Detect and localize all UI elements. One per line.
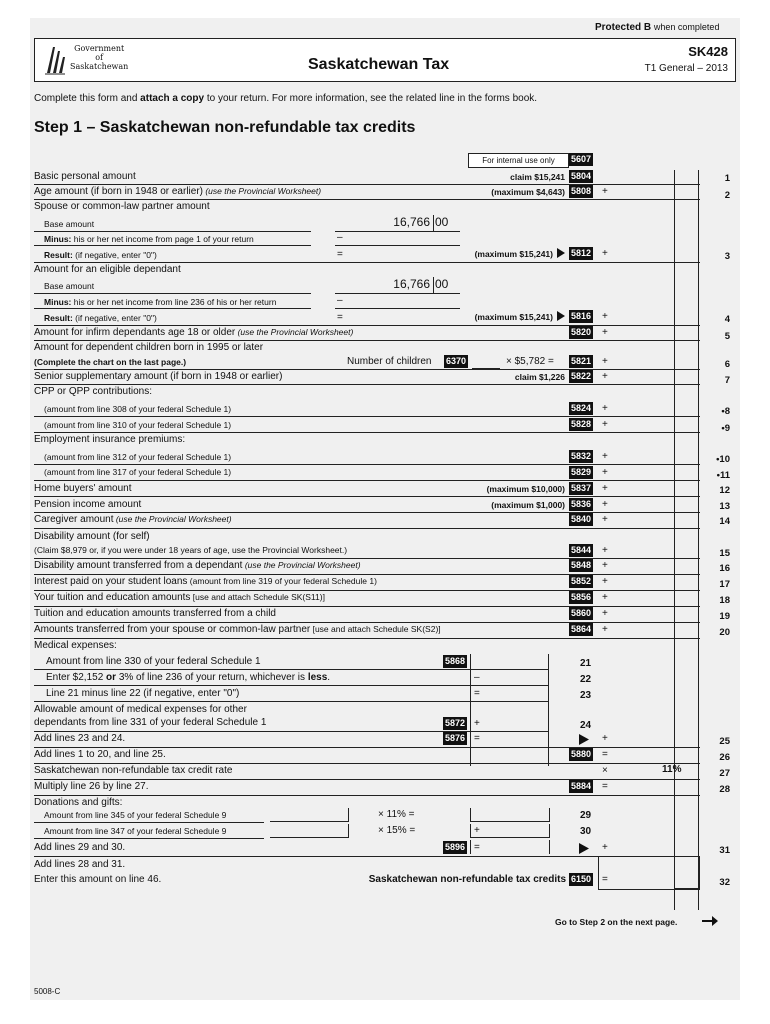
donations-line-345-label: Amount from line 345 of your federal Schedule 9: [44, 810, 227, 820]
eligible-dependant-label: Amount for an eligible dependant: [34, 264, 181, 275]
line-14-input[interactable]: [612, 513, 698, 526]
pension-income-note: (maximum $1,000): [491, 500, 565, 510]
code-6370: 6370: [446, 356, 467, 366]
basic-personal-note: claim $15,241: [510, 172, 565, 182]
code-5848: 5848: [571, 560, 592, 570]
plus-sign: +: [602, 545, 608, 556]
line-31-sub-input[interactable]: [470, 840, 550, 854]
code-5821: 5821: [571, 356, 592, 366]
line-number-10: •10: [716, 454, 730, 465]
line-number-28: 28: [719, 784, 730, 795]
line-number-7: 7: [724, 375, 730, 386]
line-26-input[interactable]: [612, 748, 698, 761]
credit-rate-label: Saskatchewan non-refundable tax credit rate: [34, 765, 233, 776]
donations-345-input[interactable]: [270, 808, 349, 822]
line-number-8: •8: [721, 406, 730, 417]
line-number-29: 29: [580, 810, 592, 821]
medical-line-330-label: Amount from line 330 of your federal Schedule 1: [46, 656, 261, 667]
plus-sign: +: [602, 371, 608, 382]
rate-15-percent: × 15% =: [378, 825, 416, 836]
line-13-input[interactable]: [612, 498, 698, 511]
equals-sign: =: [602, 874, 608, 885]
plus-sign: +: [602, 576, 608, 587]
line-15-input[interactable]: [612, 544, 698, 557]
spouse-base-cents: 00: [435, 215, 449, 229]
government-logo-text: Government of Saskatchewan: [70, 44, 129, 71]
equals-sign: =: [337, 312, 343, 323]
cents-divider: [698, 170, 699, 910]
code-5836: 5836: [571, 499, 592, 509]
number-of-children-label: Number of children: [347, 356, 432, 367]
arrow-right-icon: [556, 311, 566, 321]
line-number-25: 25: [719, 736, 730, 747]
spouse-amount-label: Spouse or common-law partner amount: [34, 201, 210, 212]
line-10-input[interactable]: [612, 450, 698, 463]
infirm-dependants-label: Amount for infirm dependants age 18 or older (use the Provincial Worksheet): [34, 327, 354, 338]
line-number-3: 3: [724, 251, 730, 262]
home-buyers-label: Home buyers' amount: [34, 483, 132, 494]
plus-sign: +: [602, 624, 608, 635]
line-number-27: 27: [719, 768, 730, 779]
spouse-max-note: (maximum $15,241): [474, 249, 553, 259]
line-number-6: 6: [724, 359, 730, 370]
code-5808: 5808: [571, 186, 592, 196]
code-5804: 5804: [571, 171, 592, 181]
plus-sign: +: [602, 356, 608, 367]
code-5816: 5816: [571, 311, 592, 321]
line-number-30: 30: [580, 826, 592, 837]
plus-sign: +: [602, 733, 608, 744]
line-29-input[interactable]: [470, 808, 550, 822]
line-number-5: 5: [724, 331, 730, 342]
line-12-input[interactable]: [612, 482, 698, 495]
ei-line-317-label: (amount from line 317 of your federal Schedule 1): [44, 467, 232, 477]
plus-sign: +: [602, 499, 608, 510]
step-title: Step 1 – Saskatchewan non-refundable tax credits: [34, 119, 416, 136]
line-16-input[interactable]: [612, 559, 698, 572]
code-5856: 5856: [571, 592, 592, 602]
code-5852: 5852: [571, 576, 592, 586]
code-5837: 5837: [571, 483, 592, 493]
plus-sign: +: [602, 608, 608, 619]
multiply-26-27-label: Multiply line 26 by line 27.: [34, 781, 149, 792]
line-number-19: 19: [719, 611, 730, 622]
line-17-input[interactable]: [612, 575, 698, 588]
plus-sign: +: [474, 718, 480, 729]
tuition-transferred-child-label: Tuition and education amounts transferred from a child: [34, 608, 276, 619]
line-number-23: 23: [580, 690, 592, 701]
tuition-education-label: Your tuition and education amounts [use and attach Schedule SK(S11)]: [34, 592, 325, 603]
code-5829: 5829: [571, 467, 592, 477]
code-5607: 5607: [571, 154, 592, 164]
internal-use-label: For internal use only: [468, 153, 569, 168]
medical-expenses-heading: Medical expenses:: [34, 640, 117, 651]
cpp-line-308-label: (amount from line 308 of your federal Schedule 1): [44, 404, 232, 414]
spouse-net-income-input[interactable]: [350, 232, 458, 244]
plus-sign: +: [602, 311, 608, 322]
sk-credits-label: Saskatchewan non-refundable tax credits: [368, 874, 566, 885]
equals-sign: =: [474, 733, 480, 744]
line-25-sub-input[interactable]: [482, 732, 547, 745]
minus-sign: –: [337, 232, 343, 243]
line-number-11: •11: [716, 470, 730, 481]
form-code: 5008-C: [34, 987, 61, 996]
code-5820: 5820: [571, 327, 592, 337]
line-22-input[interactable]: [482, 671, 547, 684]
line-number-26: 26: [719, 752, 730, 763]
line-20-input[interactable]: [612, 623, 698, 636]
line-31-input[interactable]: [612, 841, 698, 854]
number-of-children-input[interactable]: [472, 355, 500, 369]
code-5880: 5880: [571, 749, 592, 759]
dependant-result-label: Result: (if negative, enter "0"): [44, 313, 157, 323]
cpp-heading: CPP or QPP contributions:: [34, 386, 153, 397]
plus-sign: +: [602, 419, 608, 430]
line-3-input[interactable]: [612, 247, 698, 260]
line-8-input[interactable]: [612, 402, 698, 415]
ei-heading: Employment insurance premiums:: [34, 434, 186, 445]
plus-sign: +: [602, 467, 608, 478]
line-number-1: 1: [724, 173, 730, 184]
line-number-24: 24: [580, 720, 592, 731]
code-5832: 5832: [571, 451, 592, 461]
arrow-right-icon: [556, 248, 566, 258]
line-7-input[interactable]: [612, 370, 698, 383]
line-25-input[interactable]: [612, 732, 698, 745]
add-lines-29-30-label: Add lines 29 and 30.: [34, 842, 126, 853]
pension-income-label: Pension income amount: [34, 499, 142, 510]
senior-supplementary-note: claim $1,226: [514, 372, 565, 382]
line-number-9: •9: [721, 423, 730, 434]
children-chart-note: (Complete the chart on the last page.): [34, 357, 187, 367]
arrow-right-icon: [578, 843, 590, 854]
dependant-net-income-input[interactable]: [350, 295, 458, 307]
add-lines-23-24-label: Add lines 23 and 24.: [34, 733, 126, 744]
senior-supplementary-label: Senior supplementary amount (if born in 1948 or earlier): [34, 371, 283, 382]
age-amount-note: (maximum $4,643): [491, 187, 565, 197]
plus-sign: +: [602, 248, 608, 259]
line-number-32: 32: [719, 877, 730, 888]
minus-sign: –: [474, 672, 480, 683]
dependant-max-note: (maximum $15,241): [474, 312, 553, 322]
spouse-base-label: Base amount: [44, 219, 95, 229]
add-lines-28-31-label: Add lines 28 and 31.: [34, 859, 126, 870]
plus-sign: +: [602, 327, 608, 338]
plus-sign: +: [602, 560, 608, 571]
saskatchewan-logo-icon: [44, 43, 66, 75]
line-number-21: 21: [580, 658, 592, 669]
equals-sign: =: [602, 781, 608, 792]
equals-sign: =: [337, 249, 343, 260]
code-5822: 5822: [571, 371, 592, 381]
donations-347-input[interactable]: [270, 824, 349, 838]
rate-11-percent: × 11% =: [378, 809, 415, 820]
plus-sign: +: [602, 842, 608, 853]
plus-sign: +: [602, 514, 608, 525]
plus-sign: +: [602, 592, 608, 603]
medical-net-label: Line 21 minus line 22 (if negative, enter "0"): [46, 688, 240, 699]
line-number-2: 2: [724, 190, 730, 201]
code-5860: 5860: [571, 608, 592, 618]
code-5844: 5844: [571, 545, 592, 555]
caregiver-label: Caregiver amount (use the Provincial Worksheet): [34, 514, 232, 525]
code-5840: 5840: [571, 514, 592, 524]
basic-personal-label: Basic personal amount: [34, 171, 136, 182]
line-number-18: 18: [719, 595, 730, 606]
medical-threshold-label: Enter $2,152 or 3% of line 236 of your return, whichever is less.: [46, 672, 331, 683]
other-dependants-medical-label-1: Allowable amount of medical expenses for other: [34, 704, 247, 715]
disability-self-label: Disability amount (for self): [34, 531, 150, 542]
line-4-input[interactable]: [612, 310, 698, 323]
plus-sign: +: [602, 451, 608, 462]
code-5896: 5896: [445, 842, 466, 852]
go-to-step-2: Go to Step 2 on the next page.: [555, 917, 678, 927]
dependant-base-value: 16,766: [393, 277, 430, 291]
spouse-minus-label: Minus: his or her net income from page 1 of your return: [44, 234, 254, 244]
line-number-17: 17: [719, 579, 730, 590]
code-5868: 5868: [445, 656, 466, 666]
spouse-result-label: Result: (if negative, enter "0"): [44, 250, 157, 260]
line-2-input[interactable]: [612, 185, 698, 198]
line-30-input[interactable]: [470, 824, 550, 838]
disability-transferred-label: Disability amount transferred from a dependant (use the Provincial Worksheet): [34, 560, 361, 571]
column-divider: [674, 170, 675, 910]
intro-text: Complete this form and attach a copy to your return. For more information, see the related line in the forms book.: [34, 93, 538, 104]
add-lines-1-20-25-label: Add lines 1 to 20, and line 25.: [34, 749, 166, 760]
spouse-transfer-label: Amounts transferred from your spouse or common-law partner [use and attach Schedule SK(S2)]: [34, 624, 441, 635]
equals-sign: =: [602, 749, 608, 760]
enter-line-46-label: Enter this amount on line 46.: [34, 874, 162, 885]
form-page: [30, 18, 740, 1000]
dependant-minus-label: Minus: his or her net income from line 236 of his or her return: [44, 297, 277, 307]
code-5828: 5828: [571, 419, 592, 429]
line-6-input[interactable]: [612, 355, 698, 368]
age-amount-label: Age amount (if born in 1948 or earlier) (use the Provincial Worksheet): [34, 186, 322, 197]
equals-sign: =: [474, 842, 480, 853]
dependent-children-label: Amount for dependent children born in 1995 or later: [34, 342, 264, 353]
line-number-20: 20: [719, 627, 730, 638]
line-11-input[interactable]: [612, 466, 698, 479]
credit-rate-value: 11%: [662, 764, 682, 775]
donations-heading: Donations and gifts:: [34, 797, 123, 808]
line-23-input[interactable]: [482, 687, 547, 700]
protected-b-label: Protected B when completed: [595, 22, 720, 33]
form-number: SK428: [688, 44, 728, 59]
line-18-input[interactable]: [612, 591, 698, 604]
plus-sign: +: [602, 186, 608, 197]
line-1-input[interactable]: [600, 170, 698, 183]
children-multiplier: × $5,782 =: [506, 356, 554, 367]
line-number-13: 13: [719, 501, 730, 512]
line-number-22: 22: [580, 674, 592, 685]
code-5812: 5812: [571, 248, 592, 258]
equals-sign: =: [474, 688, 480, 699]
plus-sign: +: [602, 483, 608, 494]
plus-sign: +: [602, 403, 608, 414]
code-5824: 5824: [571, 403, 592, 413]
line-number-4: 4: [724, 314, 730, 325]
code-5872: 5872: [445, 718, 466, 728]
line-24-input[interactable]: [482, 717, 547, 730]
dependant-base-label: Base amount: [44, 281, 95, 291]
dependant-base-cents: 00: [435, 277, 449, 291]
line-number-31: 31: [719, 845, 730, 856]
multiply-sign: ×: [602, 765, 608, 776]
code-5864: 5864: [571, 624, 592, 634]
form-subtitle: T1 General – 2013: [644, 63, 728, 74]
line-number-15: 15: [719, 548, 730, 559]
spouse-base-value: 16,766: [393, 215, 430, 229]
arrow-right-icon: [578, 734, 590, 745]
code-5884: 5884: [571, 781, 592, 791]
arrow-right-icon: [702, 915, 718, 927]
cpp-line-310-label: (amount from line 310 of your federal Schedule 1): [44, 420, 232, 430]
ei-line-312-label: (amount from line 312 of your federal Schedule 1): [44, 452, 232, 462]
line-19-input[interactable]: [612, 607, 698, 620]
donations-line-347-label: Amount from line 347 of your federal Schedule 9: [44, 826, 227, 836]
line-5-input[interactable]: [612, 326, 698, 339]
plus-sign: +: [474, 825, 480, 836]
line-number-12: 12: [719, 485, 730, 496]
line-number-14: 14: [719, 516, 730, 527]
code-6150: 6150: [571, 874, 592, 884]
form-title: Saskatchewan Tax: [308, 56, 450, 73]
line-32-input[interactable]: [598, 856, 700, 890]
line-28-input[interactable]: [612, 780, 698, 793]
other-dependants-medical-label-2: dependants from line 331 of your federal Schedule 1: [34, 717, 267, 728]
line-number-16: 16: [719, 563, 730, 574]
home-buyers-note: (maximum $10,000): [486, 484, 565, 494]
minus-sign: –: [337, 295, 343, 306]
code-5876: 5876: [445, 733, 466, 743]
line-9-input[interactable]: [612, 418, 698, 431]
disability-self-note: (Claim $8,979 or, if you were under 18 years of age, use the Provincial Worksheet.): [34, 545, 348, 555]
student-loans-label: Interest paid on your student loans (amount from line 319 of your federal Schedule 1): [34, 576, 377, 587]
line-21-input[interactable]: [472, 655, 547, 668]
